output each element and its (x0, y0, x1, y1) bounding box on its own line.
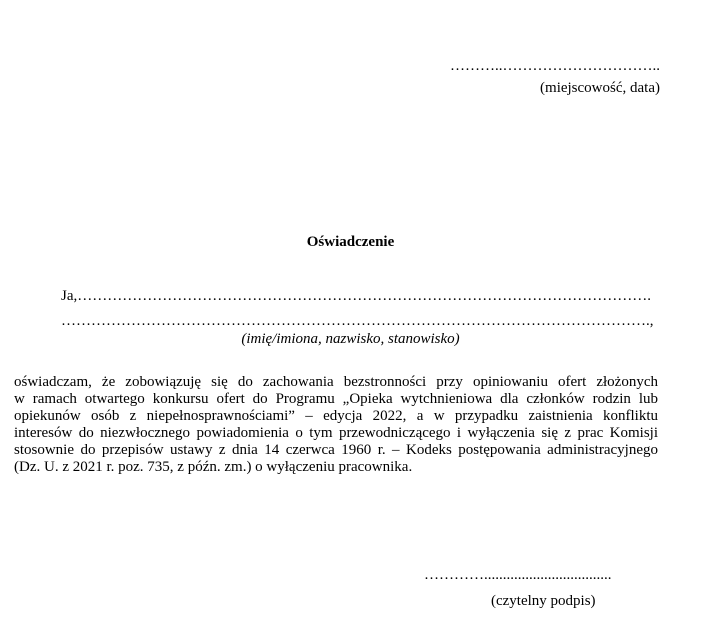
body-line: stosownie do przepisów ustawy z dnia 14 czerwca 1960 r. – Kodeks postępowania administracyjnego (14, 442, 658, 458)
signature-placeholder-line: ………….................................. (424, 567, 612, 583)
date-placeholder-line: ………..………………………….. (450, 58, 660, 74)
declarant-name-line-1: Ja,……………………………………………………………………………………………………. (61, 288, 651, 304)
declarant-name-line-2: ………………………………………………………………………………………………………., (61, 313, 654, 329)
body-line: w ramach otwartego konkursu ofert do Programu „Opieka wytchnieniowa dla członków rodzin lub (14, 391, 658, 407)
body-line: interesów do niezwłocznego powiadomienia o tym przewodniczącego i wyłączenia się z prac Komisji (14, 425, 658, 441)
document-title: Oświadczenie (306, 234, 395, 250)
body-line: (Dz. U. z 2021 r. poz. 735, z późn. zm.) o wyłączeniu pracownika. (14, 459, 413, 475)
signature-caption: (czytelny podpis) (491, 593, 596, 609)
body-line: oświadczam, że zobowiązuję się do zachowania bezstronności przy opiniowaniu ofert złożonych (14, 374, 658, 390)
declaration-body (14, 374, 658, 476)
declarant-caption: (imię/imiona, nazwisko, stanowisko) (241, 331, 460, 347)
body-line: opiekunów osób z niepełnosprawnościami” – edycja 2022, a w przypadku zaistnienia konfliktu (14, 408, 658, 424)
date-caption: (miejscowość, data) (540, 80, 660, 96)
